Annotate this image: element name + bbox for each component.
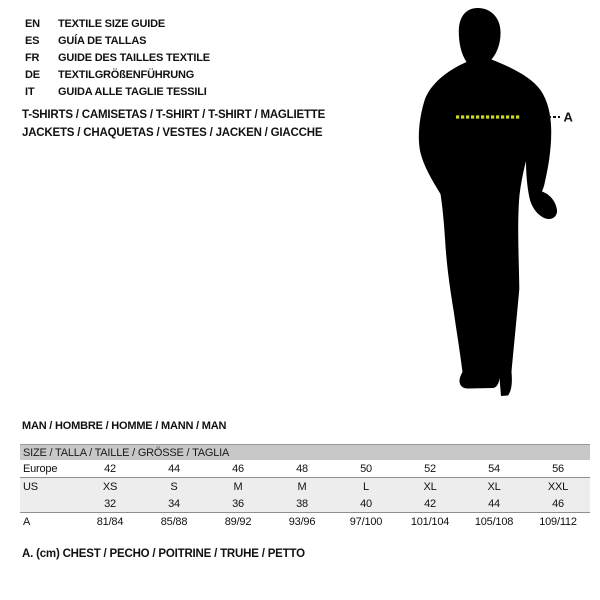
size-cell: 46 xyxy=(232,462,244,475)
size-cell: 54 xyxy=(488,462,500,475)
size-cell: 85/88 xyxy=(160,515,188,528)
row-label: US xyxy=(23,480,38,493)
size-cell: L xyxy=(363,480,369,493)
language-code: DE xyxy=(25,68,40,81)
language-row xyxy=(25,49,210,66)
language-row xyxy=(25,83,210,100)
language-row xyxy=(25,66,210,83)
size-cell: 109/112 xyxy=(539,515,577,528)
size-cell: 56 xyxy=(552,462,564,475)
language-label: GUIDA ALLE TAGLIE TESSILI xyxy=(58,85,207,98)
size-table xyxy=(20,444,590,530)
category-block xyxy=(22,106,325,142)
size-cell: XS xyxy=(102,480,118,493)
man-silhouette xyxy=(419,8,557,396)
size-cell: 44 xyxy=(488,497,500,510)
size-cell: 50 xyxy=(360,462,372,475)
language-label: GUÍA DE TALLAS xyxy=(58,34,147,47)
language-code: FR xyxy=(25,51,40,64)
size-cell: XL xyxy=(423,480,437,493)
size-cell: 97/100 xyxy=(349,515,383,528)
size-cell: 34 xyxy=(168,497,180,510)
language-label: GUIDE DES TAILLES TEXTILE xyxy=(58,51,210,64)
man-figure xyxy=(405,0,580,400)
category-line-tshirts: T-SHIRTS / CAMISETAS / T-SHIRT / T-SHIRT / MAGLIETTE xyxy=(22,109,326,121)
size-cell: M xyxy=(297,480,307,493)
size-cell: 32 xyxy=(104,497,116,510)
size-cell: 93/96 xyxy=(288,515,316,528)
size-cell: XL xyxy=(487,480,501,493)
size-cell: 36 xyxy=(232,497,244,510)
language-label: TEXTILGRÖßENFÜHRUNG xyxy=(58,68,195,81)
size-cell: M xyxy=(233,480,243,493)
measurement-footnote: A. (cm) CHEST / PECHO / POITRINE / TRUHE / PETTO xyxy=(22,548,305,560)
row-label: A xyxy=(23,515,31,528)
table-row-europe xyxy=(20,460,590,478)
size-cell: 40 xyxy=(360,497,372,510)
category-line-jackets: JACKETS / CHAQUETAS / VESTES / JACKEN / GIACCHE xyxy=(22,127,323,139)
size-table-header: SIZE / TALLA / TAILLE / GRÖSSE / TAGLIA xyxy=(20,444,590,460)
size-cell: 48 xyxy=(296,462,308,475)
language-label: TEXTILE SIZE GUIDE xyxy=(58,17,166,30)
size-cell: 42 xyxy=(104,462,116,475)
size-cell: 89/92 xyxy=(224,515,252,528)
language-row xyxy=(25,15,210,32)
language-code: EN xyxy=(25,17,40,30)
size-cell: 52 xyxy=(424,462,436,475)
size-cell: 101/104 xyxy=(410,515,450,528)
size-cell: XXL xyxy=(547,480,569,493)
language-row xyxy=(25,32,210,49)
table-row-us xyxy=(20,478,590,495)
measure-label-a: A xyxy=(563,109,573,125)
language-code: ES xyxy=(25,34,40,47)
table-row-chest xyxy=(20,512,590,530)
size-cell: 42 xyxy=(424,497,436,510)
size-cell: 105/108 xyxy=(474,515,514,528)
language-list xyxy=(25,15,210,100)
size-cell: 46 xyxy=(552,497,564,510)
row-label: Europe xyxy=(23,462,58,475)
size-cell: 38 xyxy=(296,497,308,510)
size-cell: 81/84 xyxy=(96,515,124,528)
language-code: IT xyxy=(25,85,35,98)
size-cell: 44 xyxy=(168,462,180,475)
size-cell: S xyxy=(170,480,178,493)
table-row-us-numeric xyxy=(20,495,590,512)
section-title-man: MAN / HOMBRE / HOMME / MANN / MAN xyxy=(22,420,227,432)
